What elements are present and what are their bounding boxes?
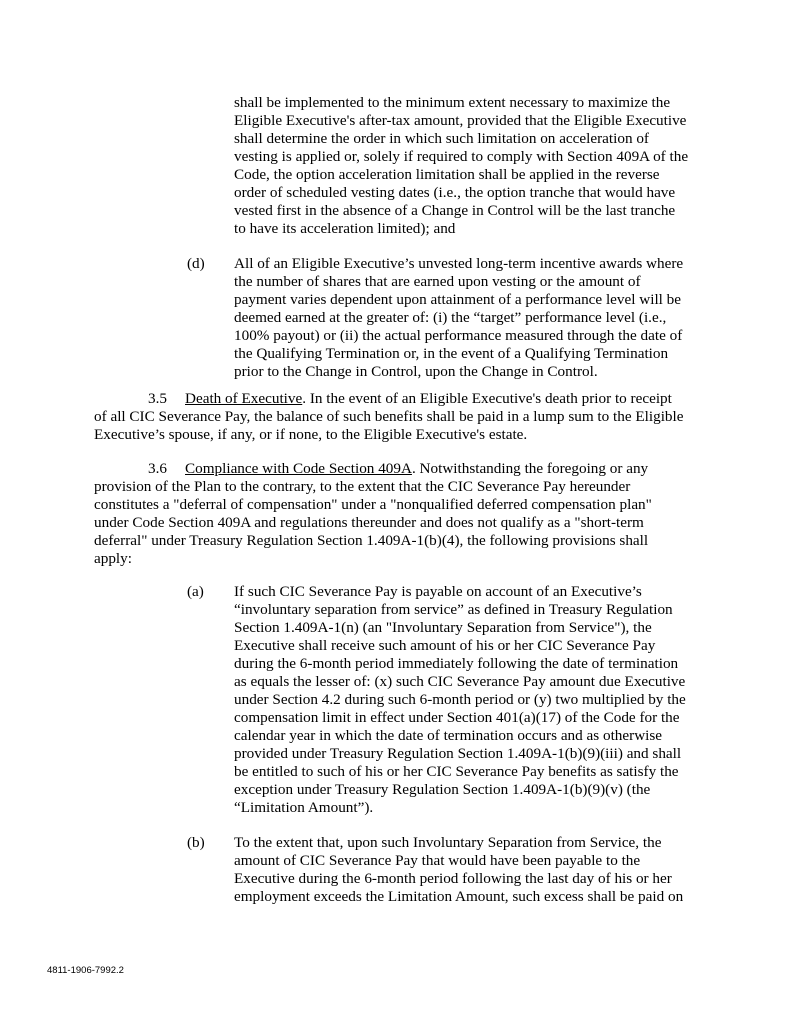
section-heading: Death of Executive (185, 390, 303, 407)
text-line: To the extent that, upon such Involuntary Separation from Service, the (234, 834, 662, 851)
text-line: Section 1.409A-1(n) (an "Involuntary Separation from Service"), the (234, 619, 652, 636)
clause-d-label: (d) (187, 255, 205, 272)
text-line: the number of shares that are earned upon vesting or the amount of (234, 273, 641, 290)
text-line: “Limitation Amount”). (234, 799, 374, 816)
text-line: employment exceeds the Limitation Amount, such excess shall be paid on (234, 888, 684, 905)
text-line: constitutes a "deferral of compensation" under a "nonqualified deferred compensation plan" (94, 496, 652, 513)
text-line: Eligible Executive's after-tax amount, provided that the Eligible Executive (234, 112, 687, 129)
text-line: calendar year in which the date of termination occurs and as otherwise (234, 727, 663, 744)
clause-d-text (234, 255, 683, 381)
text-line: exception under Treasury Regulation Section 1.409A-1(b)(9)(v) (the (234, 781, 651, 798)
text-line: Code, the option acceleration limitation shall be applied in the reverse (234, 166, 660, 183)
text-line: the Qualifying Termination or, in the event of a Qualifying Termination (234, 345, 669, 362)
text-line: payment varies dependent upon attainment of a performance level will be (234, 291, 682, 308)
clause-b-label: (b) (187, 834, 205, 851)
clause-a-text (234, 583, 686, 817)
text-line: If such CIC Severance Pay is payable on account of an Executive’s (234, 583, 642, 600)
text-line: shall be implemented to the minimum extent necessary to maximize the (234, 94, 671, 111)
text-line: be entitled to such of his or her CIC Severance Pay benefits as satisfy the (234, 763, 679, 780)
section-3-6-first-line (94, 460, 652, 478)
text-line: apply: (94, 550, 132, 567)
clause-a-label: (a) (187, 583, 204, 600)
text-line: amount of CIC Severance Pay that would have been payable to the (234, 852, 641, 869)
text-line: deferral" under Treasury Regulation Section 1.409A-1(b)(4), the following provisions shall (94, 532, 649, 549)
text-line: order of scheduled vesting dates (i.e., the option tranche that would have (234, 184, 676, 201)
text-line: “involuntary separation from service” as defined in Treasury Regulation (234, 601, 673, 618)
section-3-5-first-line (94, 390, 683, 408)
text-line: Executive during the 6-month period following the last day of his or her (234, 870, 672, 887)
text-line: provision of the Plan to the contrary, to the extent that the CIC Severance Pay hereunder (94, 478, 631, 495)
text-line: to have its acceleration limited); and (234, 220, 456, 237)
text-line: All of an Eligible Executive’s unvested long-term incentive awards where (234, 255, 684, 272)
text-line: deemed earned at the greater of: (i) the “target” performance level (i.e., (234, 309, 667, 326)
section-3-5 (94, 390, 683, 444)
text-line: compensation limit in effect under Section 401(a)(17) of the Code for the (234, 709, 680, 726)
clause-b-text (234, 834, 683, 906)
text-line: prior to the Change in Control, upon the Change in Control. (234, 363, 598, 380)
text-line: vesting is applied or, solely if required to comply with Section 409A of the (234, 148, 689, 165)
text-line: of all CIC Severance Pay, the balance of such benefits shall be paid in a lump sum to the Eligible (94, 408, 684, 425)
text-line: provided under Treasury Regulation Section 1.409A-1(b)(9)(iii) and shall (234, 745, 682, 762)
section-heading: Compliance with Code Section 409A (185, 460, 412, 477)
text-fragment: . Notwithstanding the foregoing or any (411, 460, 649, 477)
section-3-6 (94, 460, 652, 568)
text-line: during the 6-month period immediately following the date of termination (234, 655, 679, 672)
section-number: 3.5 (148, 390, 167, 407)
clause-c-continuation (234, 94, 688, 238)
text-line: as equals the lesser of: (x) such CIC Severance Pay amount due Executive (234, 673, 686, 690)
section-number: 3.6 (148, 460, 167, 477)
document-id-footer: 4811-1906-7992.2 (47, 965, 124, 976)
text-fragment: . In the event of an Eligible Executive's death prior to receipt (302, 390, 672, 407)
text-line: shall determine the order in which such limitation on acceleration of (234, 130, 649, 147)
text-line: Executive’s spouse, if any, or if none, to the Eligible Executive's estate. (94, 426, 528, 443)
text-line: under Code Section 409A and regulations thereunder and does not qualify as a "short-term (94, 514, 644, 531)
text-line: under Section 4.2 during such 6-month period or (y) two multiplied by the (234, 691, 686, 708)
text-line: vested first in the absence of a Change in Control will be the last tranche (234, 202, 676, 219)
text-line: 100% payout) or (ii) the actual performance measured through the date of (234, 327, 683, 344)
text-line: Executive shall receive such amount of his or her CIC Severance Pay (234, 637, 656, 654)
